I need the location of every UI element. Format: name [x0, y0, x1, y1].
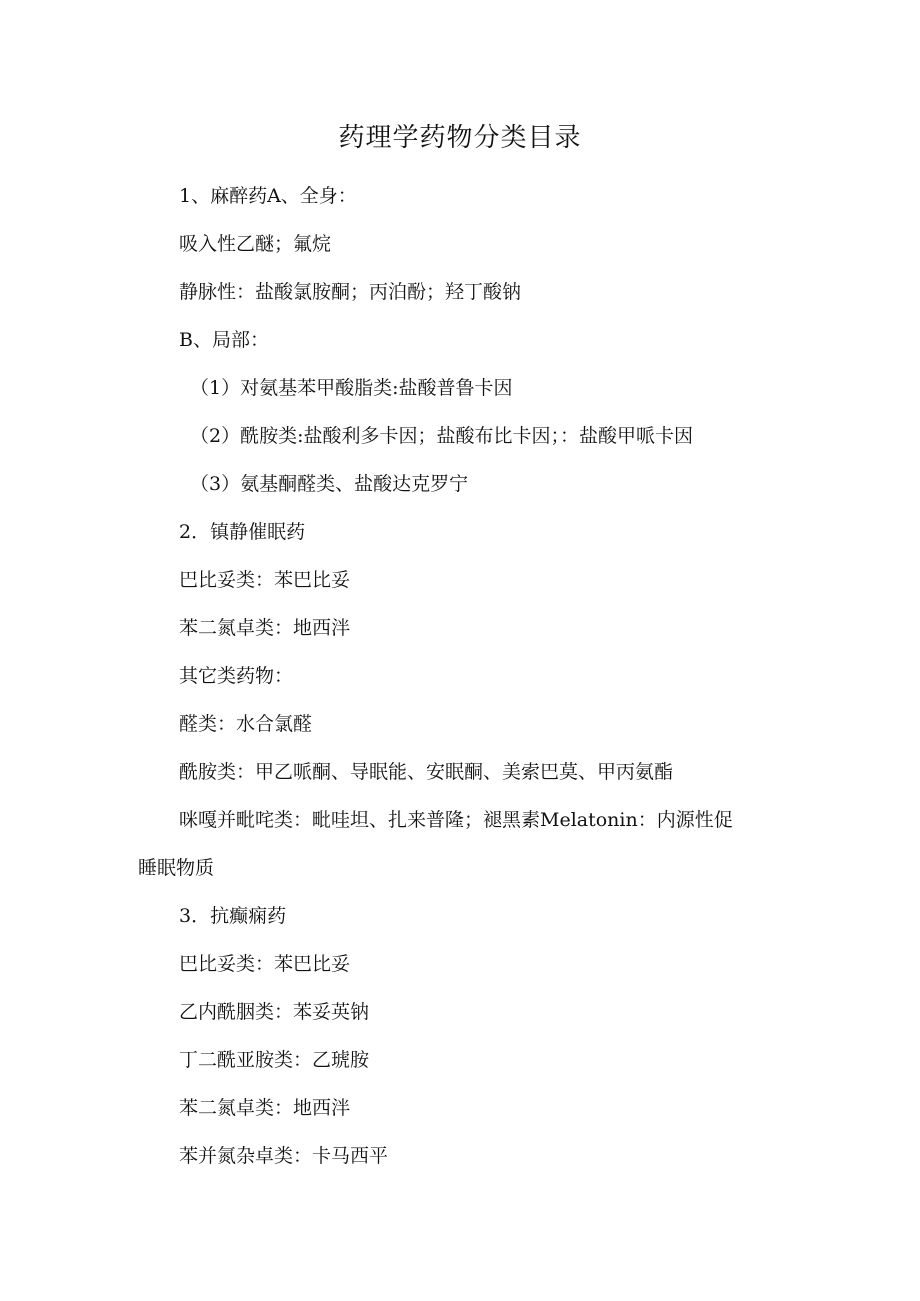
- text-line-anesthetics-heading: 1、麻醉药A、全身：: [179, 185, 357, 207]
- text-line-imidazopyridines: 咪嘎并毗咤类：毗哇坦、扎来普隆；褪黑素Melatonin：内源性促: [179, 809, 733, 831]
- text-line-benzodiazepines-2: 苯二氮卓类：地西泮: [179, 1097, 351, 1119]
- text-line-succinimides: 丁二酰亚胺类：乙琥胺: [179, 1049, 370, 1071]
- document-title: 药理学药物分类目录: [338, 123, 582, 153]
- text-line-barbiturates: 巴比妥类：苯巴比妥: [179, 569, 351, 591]
- text-line-local-1: （1）对氨基苯甲酸脂类:盐酸普鲁卡因: [190, 377, 513, 399]
- text-line-amides: 酰胺类：甲乙哌酮、导眠能、安眠酮、美索巴莫、甲丙氨酯: [179, 761, 674, 783]
- text-line-local-3: （3）氨基酮醛类、盐酸达克罗宁: [190, 473, 469, 495]
- text-line-local-2: （2）酰胺类:盐酸利多卡因；盐酸布比卡因；：盐酸甲哌卡因: [190, 425, 693, 447]
- text-line-local-heading: B、局部：: [179, 329, 269, 351]
- text-line-antiepileptics-heading: 3．抗癫痫药: [179, 905, 287, 927]
- text-line-dibenzazepines: 苯并氮杂卓类：卡马西平: [179, 1145, 389, 1167]
- text-line-barbiturates-2: 巴比妥类：苯巴比妥: [179, 953, 351, 975]
- text-line-others-heading: 其它类药物：: [179, 665, 294, 687]
- text-line-intravenous: 静脉性：盐酸氯胺酮；丙泊酚；羟丁酸钠: [179, 281, 522, 303]
- text-line-hydantoins: 乙内酰胭类：苯妥英钠: [179, 1001, 370, 1023]
- text-line-aldehydes: 醛类：水合氯醛: [179, 713, 313, 735]
- text-line-imidazopyridines-cont: 睡眠物质: [138, 857, 215, 879]
- text-line-benzodiazepines: 苯二氮卓类：地西泮: [179, 617, 351, 639]
- text-line-sedatives-heading: 2．镇静催眠药: [179, 521, 306, 543]
- text-line-inhaled: 吸入性乙醚；氟烷: [179, 233, 332, 255]
